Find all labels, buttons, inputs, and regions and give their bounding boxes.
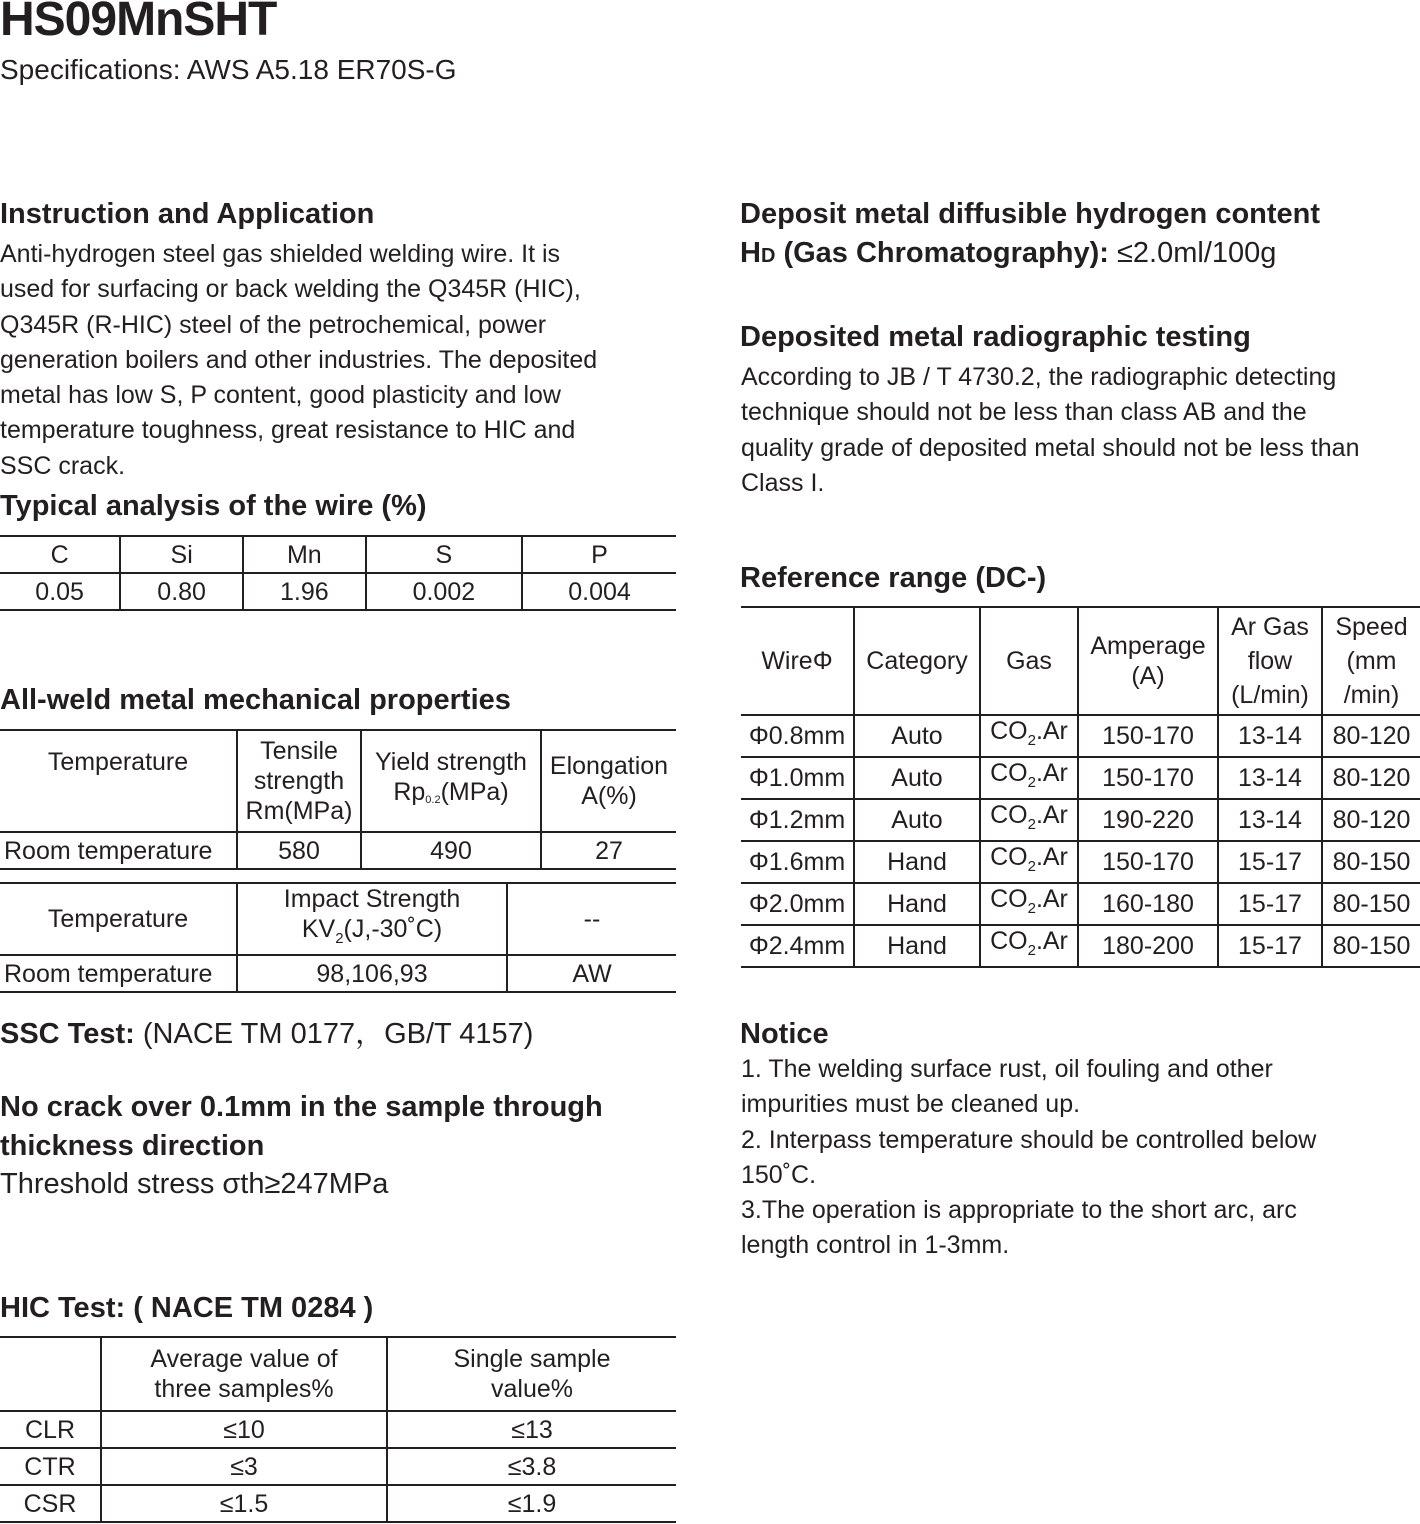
product-title: HS09MnSHT	[0, 0, 277, 46]
typical-analysis-table	[0, 535, 676, 611]
table-header-cell: Si	[120, 536, 243, 573]
impact-table	[0, 882, 676, 993]
hydrogen-value-line	[740, 234, 1320, 276]
table-cell: Hand	[854, 883, 980, 925]
hydrogen-value: ≤2.0ml/100g	[1108, 237, 1277, 269]
gas-ar: .Ar	[1035, 717, 1068, 745]
gas-co: CO	[990, 759, 1028, 787]
table-cell: 1.96	[243, 573, 366, 610]
text-line: length control in 1-3mm.	[741, 1231, 1010, 1260]
text-line: Impact Strength	[283, 885, 461, 913]
text-part: Rp	[393, 778, 426, 806]
gas-co: CO	[990, 717, 1028, 745]
table-cell: AW	[507, 955, 676, 992]
notice-heading: Notice	[740, 1018, 829, 1050]
table-cell: 15-17	[1218, 925, 1322, 967]
table-cell: Hand	[854, 841, 980, 883]
hic-heading: HIC Test: ( NACE TM 0284 )	[0, 1292, 374, 1324]
table-cell: Room temperature	[0, 955, 237, 992]
table-cell: 180-200	[1078, 925, 1218, 967]
table-header-cell	[237, 883, 507, 955]
subscript: 2	[1027, 942, 1036, 959]
text-line: SSC crack.	[0, 451, 126, 480]
table-cell	[980, 799, 1078, 841]
gas-co: CO	[990, 801, 1028, 829]
hic-table	[0, 1336, 676, 1523]
table-header-cell: Speed (mm /min)	[1322, 607, 1420, 715]
table-header-cell	[237, 730, 361, 832]
table-cell: 150-170	[1078, 757, 1218, 799]
subscript: 2	[1027, 732, 1036, 749]
table-cell: Φ0.8mm	[741, 715, 854, 757]
table-header-cell: S	[366, 536, 522, 573]
subscript: 2	[1027, 774, 1036, 791]
notice-text	[741, 1052, 1420, 1264]
table-cell: Auto	[854, 757, 980, 799]
text-line: temperature toughness, great resistance to HIC and	[0, 416, 576, 445]
mechanical-heading: All-weld metal mechanical properties	[0, 684, 511, 716]
text-line: Anti-hydrogen steel gas shielded welding wire. It is	[0, 240, 561, 268]
table-cell: Φ1.0mm	[741, 757, 854, 799]
hydrogen-method: (Gas Chromatography):	[775, 237, 1109, 269]
table-cell: Φ2.4mm	[741, 925, 854, 967]
reference-table	[741, 606, 1420, 968]
table-cell: 160-180	[1078, 883, 1218, 925]
table-cell: 0.002	[366, 573, 522, 610]
hydrogen-section	[740, 195, 1320, 276]
table-cell: 150-170	[1078, 841, 1218, 883]
hd-symbol	[740, 237, 775, 269]
text-line: Tensile	[260, 737, 338, 765]
subscript: 2	[1027, 858, 1036, 875]
gas-ar: .Ar	[1035, 927, 1068, 955]
table-cell: Auto	[854, 715, 980, 757]
table-cell: ≤10	[101, 1411, 387, 1448]
table-cell: CLR	[0, 1411, 101, 1448]
subscript: 2	[1027, 816, 1036, 833]
hydrogen-heading: Deposit metal diffusible hydrogen content	[740, 198, 1321, 230]
table-cell: 80-150	[1322, 841, 1420, 883]
table-cell: 15-17	[1218, 841, 1322, 883]
table-header-cell: Mn	[243, 536, 366, 573]
text-line: generation boilers and other industries. The deposited	[0, 345, 598, 374]
table-header-cell: Category	[854, 607, 980, 715]
table-header-cell	[541, 730, 676, 832]
table-cell: CSR	[0, 1485, 101, 1522]
specifications: Specifications: AWS A5.18 ER70S-G	[0, 54, 457, 85]
table-header-cell: Gas	[980, 607, 1078, 715]
text-line: technique should not be less than class AB and the	[741, 398, 1307, 427]
table-cell	[980, 715, 1078, 757]
text-part: (MPa)	[440, 778, 509, 806]
instruction-heading: Instruction and Application	[0, 198, 375, 230]
gas-ar: .Ar	[1035, 843, 1068, 871]
table-header-cell	[361, 730, 541, 832]
table-cell: 27	[541, 832, 676, 869]
table-cell: 0.05	[0, 573, 120, 610]
table-header-cell: --	[507, 883, 676, 955]
table-header-cell: Amperage (A)	[1078, 607, 1218, 715]
text-line: thickness direction	[0, 1130, 265, 1162]
hd-d: D	[760, 245, 776, 267]
table-cell: ≤1.9	[387, 1485, 676, 1522]
table-cell: Φ1.2mm	[741, 799, 854, 841]
text-line: Rm(MPa)	[245, 797, 353, 825]
text-line: Class I.	[741, 468, 825, 497]
table-cell: Φ2.0mm	[741, 883, 854, 925]
table-cell: 13-14	[1218, 799, 1322, 841]
text-part: (J,-30˚C)	[343, 915, 443, 943]
table-cell: CTR	[0, 1448, 101, 1485]
subscript: 2	[335, 930, 344, 947]
text-line: 150˚C.	[741, 1160, 817, 1189]
gas-co: CO	[990, 927, 1028, 955]
table-cell: Φ1.6mm	[741, 841, 854, 883]
text-line	[362, 777, 540, 815]
table-cell: 98,106,93	[237, 955, 507, 992]
subscript: 0.2	[425, 794, 441, 806]
table-cell: Hand	[854, 925, 980, 967]
table-cell: 190-220	[1078, 799, 1218, 841]
table-header-cell: Average value of three samples%	[101, 1337, 387, 1411]
table-header-cell: P	[522, 536, 676, 573]
table-cell: 0.80	[120, 573, 243, 610]
table-cell: ≤1.5	[101, 1485, 387, 1522]
table-cell: Room temperature	[0, 832, 237, 869]
table-header-cell: Ar Gas flow (L/min)	[1218, 607, 1322, 715]
text-line: Elongation	[549, 752, 669, 780]
text-line: quality grade of deposited metal should not be less than	[741, 433, 1360, 462]
table-cell: 80-150	[1322, 925, 1420, 967]
gas-co: CO	[990, 843, 1028, 871]
text-line: 2. Interpass temperature should be controlled below	[741, 1125, 1317, 1154]
typical-analysis-heading: Typical analysis of the wire (%)	[0, 490, 427, 522]
table-cell: 80-120	[1322, 799, 1420, 841]
text-part: KV	[301, 915, 336, 943]
ssc-standard: (NACE TM 0177，GB/T 4157)	[134, 1018, 534, 1050]
table-cell: ≤3.8	[387, 1448, 676, 1485]
table-cell: ≤3	[101, 1448, 387, 1485]
text-line: impurities must be cleaned up.	[741, 1090, 1081, 1119]
ssc-label: SSC Test:	[0, 1018, 135, 1050]
instruction-text	[0, 237, 680, 484]
table-cell: 80-150	[1322, 883, 1420, 925]
text-line: used for surfacing or back welding the Q345R (HIC),	[0, 275, 581, 304]
radiographic-heading: Deposited metal radiographic testing	[740, 321, 1251, 353]
table-cell: 580	[237, 832, 361, 869]
ssc-line	[0, 1016, 533, 1052]
table-cell	[980, 925, 1078, 967]
table-cell: 150-170	[1078, 715, 1218, 757]
hd-h: H	[740, 237, 761, 269]
table-cell	[980, 841, 1078, 883]
text-line: No crack over 0.1mm in the sample through	[0, 1091, 603, 1123]
subscript: 2	[1027, 900, 1036, 917]
table-cell: 80-120	[1322, 715, 1420, 757]
table-cell: 80-120	[1322, 757, 1420, 799]
gas-co: CO	[990, 885, 1028, 913]
table-header-cell: Temperature	[0, 730, 237, 832]
table-cell: 0.004	[522, 573, 676, 610]
table-header-cell: Single sample value%	[387, 1337, 676, 1411]
text-line: strength	[253, 767, 345, 795]
text-line: Q345R (R-HIC) steel of the petrochemical, power	[0, 310, 547, 339]
gas-ar: .Ar	[1035, 801, 1068, 829]
table-header-cell: Temperature	[0, 883, 237, 955]
text-line: According to JB / T 4730.2, the radiographic detecting	[741, 363, 1337, 391]
gas-ar: .Ar	[1035, 885, 1068, 913]
text-line: 3.The operation is appropriate to the short arc, arc	[741, 1196, 1297, 1225]
text-line: 1. The welding surface rust, oil fouling and other	[741, 1055, 1273, 1083]
table-cell	[980, 757, 1078, 799]
table-cell: 13-14	[1218, 715, 1322, 757]
table-header-cell	[0, 1337, 101, 1411]
gas-ar: .Ar	[1035, 759, 1068, 787]
text-line: Yield strength	[375, 748, 527, 776]
ssc-threshold: Threshold stress σth≥247MPa	[0, 1168, 389, 1200]
table-header-cell: C	[0, 536, 120, 573]
table-cell: 13-14	[1218, 757, 1322, 799]
table-cell	[980, 883, 1078, 925]
text-line	[238, 914, 506, 954]
table-header-cell: WireΦ	[741, 607, 854, 715]
radiographic-text	[741, 360, 1420, 501]
table-cell: Auto	[854, 799, 980, 841]
table-cell: 490	[361, 832, 541, 869]
table-cell: 15-17	[1218, 883, 1322, 925]
mechanical-table	[0, 729, 676, 870]
text-line: metal has low S, P content, good plasticity and low	[0, 381, 561, 410]
text-line: A(%)	[581, 782, 637, 810]
reference-heading: Reference range (DC-)	[740, 562, 1047, 594]
ssc-result-heading	[0, 1088, 603, 1166]
table-cell: ≤13	[387, 1411, 676, 1448]
